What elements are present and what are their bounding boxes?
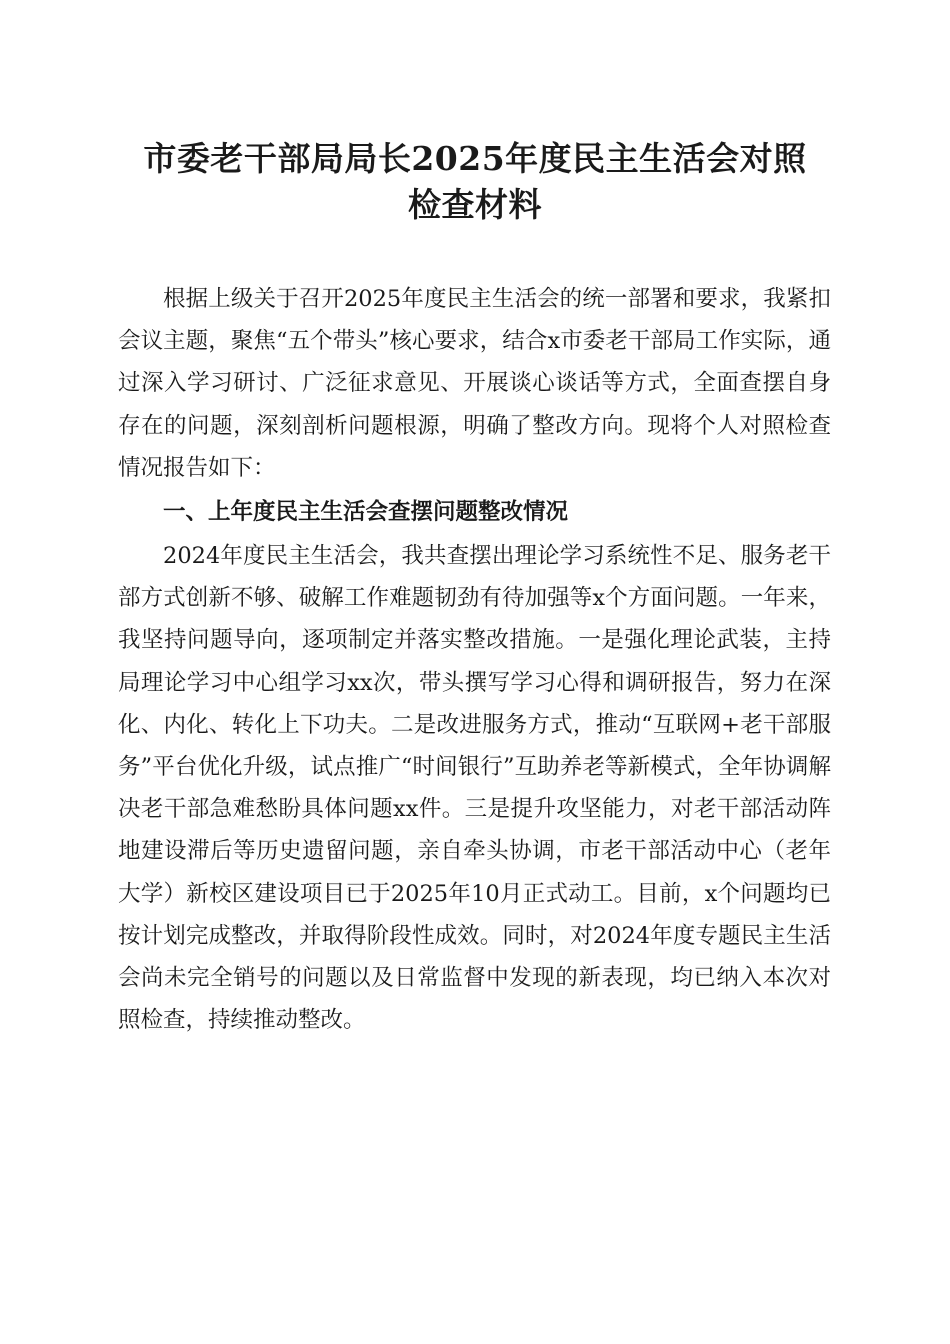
section-1-paragraph: 2024年度民主生活会，我共查摆出理论学习系统性不足、服务老干部方式创新不够、破解工作难题韧劲有待加强等x个方面问题。一年来，我坚持问题导向，逐项制定并落实整改措施。一是强化理论武装，主持局理论学习中心组学习xx次，带头撰写学习心得和调研报告，努力在深化、内化、转化上下功夫。二是改进服务方式，推动“互联网+老干部服务”平台优化升级，试点推广“时间银行”互助养老等新模式，全年协调解决老干部急难愁盼具体问题xx件。三是提升攻坚能力，对老干部活动阵地建设滞后等历史遗留问题，亲自牵头协调，市老干部活动中心（老年大学）新校区建设项目已于2025年10月正式动工。目前，x个问题均已按计划完成整改，并取得阶段性成效。同时，对2024年度专题民主生活会尚未完全销号的问题以及日常监督中发现的新表现，均已纳入本次对照检查，持续推动整改。 <box>118 543 831 1034</box>
document-title-line-1: 市委老干部局局长2025年度民主生活会对照 <box>143 139 807 178</box>
document-body <box>118 278 831 1041</box>
section-heading-1: 一、上年度民主生活会查摆问题整改情况 <box>163 499 569 526</box>
document-title-line-2: 检查材料 <box>408 185 542 224</box>
document-title <box>110 136 840 228</box>
intro-paragraph: 根据上级关于召开2025年度民主生活会的统一部署和要求，我紧扣会议主题，聚焦“五个带头”核心要求，结合x市委老干部局工作实际，通过深入学习研讨、广泛征求意见、开展谈心谈话等方式，全面查摆自身存在的问题，深刻剖析问题根源，明确了整改方向。现将个人对照检查情况报告如下： <box>118 286 831 481</box>
